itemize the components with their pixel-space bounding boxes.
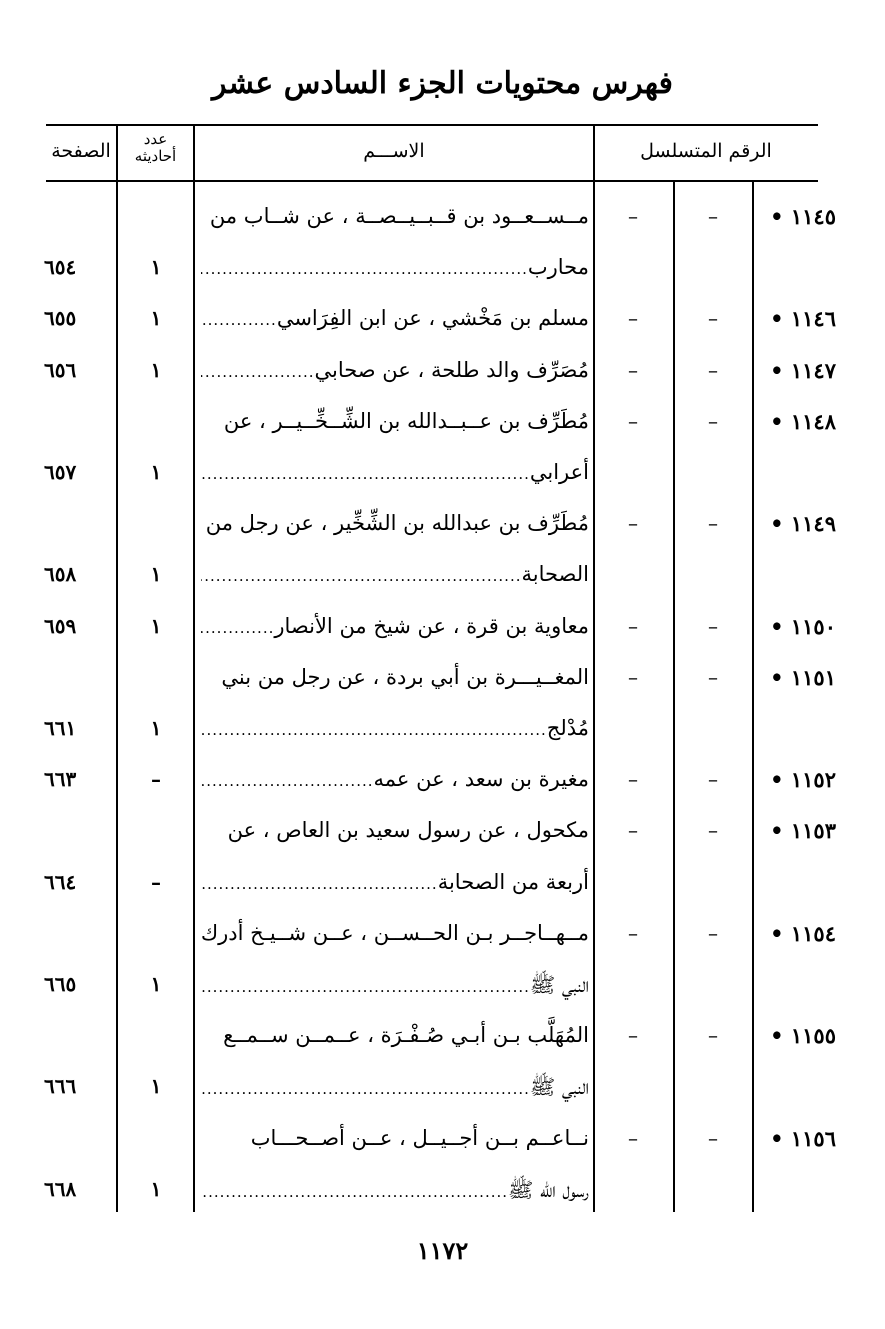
row-name-text: مُدْلج bbox=[546, 716, 589, 740]
row-page: ٦٦١ bbox=[44, 716, 77, 740]
row-dash-1: – bbox=[708, 767, 718, 791]
header-count-line1: عدد bbox=[143, 130, 168, 148]
row-dash-2: – bbox=[628, 767, 638, 791]
row-page: ٦٦٦ bbox=[44, 1074, 77, 1098]
row-serial: ١١٥٥ • bbox=[770, 1023, 836, 1048]
divider-serial-sub2 bbox=[752, 182, 754, 1212]
row-name bbox=[201, 870, 589, 894]
row-name bbox=[201, 562, 589, 586]
row-count: – bbox=[151, 767, 161, 791]
row-page: ٦٦٤ bbox=[44, 870, 77, 894]
row-name bbox=[201, 767, 589, 791]
row-name bbox=[201, 409, 589, 433]
header-page: الصفحة bbox=[51, 140, 111, 162]
row-serial: ١١٤٧ • bbox=[770, 358, 836, 383]
row-name bbox=[201, 1023, 589, 1047]
row-dash-2: – bbox=[628, 1126, 638, 1150]
row-serial: ١١٥٠ • bbox=[770, 614, 836, 639]
row-name bbox=[201, 921, 589, 945]
row-name bbox=[201, 665, 589, 689]
row-dash-2: – bbox=[628, 409, 638, 433]
divider-count-name bbox=[193, 124, 195, 1212]
row-name-text: مكحول ، عن رسول سعيد بن العاص ، عن bbox=[227, 818, 589, 842]
row-page: ٦٥٤ bbox=[44, 255, 77, 279]
row-name-text: مُطَرِّف بن عــبــدالله بن الشِّــخِّــيــر ، عن bbox=[223, 409, 589, 433]
row-count: ١ bbox=[150, 460, 162, 484]
row-dash-1: – bbox=[708, 204, 718, 228]
row-name-text: مسلم بن مَخْشي ، عن ابن الفِرَاسي bbox=[276, 306, 589, 330]
dot-leader bbox=[201, 363, 315, 381]
row-dash-2: – bbox=[628, 665, 638, 689]
row-count: – bbox=[151, 870, 161, 894]
row-name-text: معاوية بن قرة ، عن شيخ من الأنصار bbox=[274, 614, 589, 638]
row-dash-1: – bbox=[708, 614, 718, 638]
row-serial: ١١٤٥ • bbox=[770, 204, 836, 229]
row-name bbox=[201, 716, 589, 740]
row-name bbox=[201, 972, 589, 1003]
row-count: ١ bbox=[150, 1074, 162, 1098]
row-serial: ١١٥٦ • bbox=[770, 1126, 836, 1151]
row-name-text: المُهَلَّب بـن أبـي صُـفْـرَة ، عــمــن ســمــع bbox=[223, 1023, 589, 1047]
row-name-text: النبي ﷺ bbox=[529, 1075, 589, 1099]
row-serial: ١١٤٩ • bbox=[770, 511, 836, 536]
header-bottom-rule bbox=[46, 180, 818, 182]
row-name-text: مــهــاجــر بـن الحــســن ، عــن شــيـخ أدرك bbox=[200, 921, 589, 945]
row-page: ٦٥٦ bbox=[44, 358, 77, 382]
dot-leader bbox=[201, 978, 530, 996]
row-name-text: نــاعــم بــن أجــيــل ، عــن أصــحـــاب bbox=[250, 1126, 589, 1150]
row-serial: ١١٥٣ • bbox=[770, 818, 836, 843]
row-name bbox=[201, 1126, 589, 1150]
row-dash-1: – bbox=[708, 409, 718, 433]
row-dash-2: – bbox=[628, 818, 638, 842]
row-count: ١ bbox=[150, 1177, 162, 1201]
row-name-text: الصحابة bbox=[521, 562, 589, 586]
row-name bbox=[201, 511, 589, 535]
row-page: ٦٥٧ bbox=[44, 460, 77, 484]
header-serial: الرقم المتسلسل bbox=[640, 140, 772, 162]
row-dash-1: – bbox=[708, 1023, 718, 1047]
row-page: ٦٥٩ bbox=[44, 614, 77, 638]
page-number: ١١٧٢ bbox=[416, 1236, 469, 1265]
row-serial: ١١٥١ • bbox=[770, 665, 836, 690]
row-name bbox=[201, 460, 589, 484]
row-count: ١ bbox=[150, 358, 162, 382]
row-dash-2: – bbox=[628, 1023, 638, 1047]
row-name-text: المغــيـــرة بن أبي بردة ، عن رجل من بني bbox=[221, 665, 589, 689]
dot-leader bbox=[201, 567, 521, 585]
table-top-rule bbox=[46, 124, 818, 126]
row-dash-1: – bbox=[708, 306, 718, 330]
dot-leader bbox=[201, 619, 274, 637]
row-dash-1: – bbox=[708, 511, 718, 535]
row-dash-2: – bbox=[628, 204, 638, 228]
row-dash-1: – bbox=[708, 921, 718, 945]
row-dash-2: – bbox=[628, 511, 638, 535]
row-dash-2: – bbox=[628, 921, 638, 945]
row-serial: ١١٤٨ • bbox=[770, 409, 836, 434]
dot-leader bbox=[201, 260, 528, 278]
row-page: ٦٦٨ bbox=[44, 1177, 77, 1201]
row-name-text: أعرابي bbox=[529, 460, 589, 484]
row-name-text: مــســعــود بن قــبــيــصــة ، عن شــاب من bbox=[209, 204, 589, 228]
header-count-line2: أحاديثه bbox=[134, 147, 177, 165]
row-dash-1: – bbox=[708, 665, 718, 689]
divider-page-count bbox=[116, 124, 118, 1212]
row-name bbox=[201, 1074, 589, 1105]
row-page: ٦٥٨ bbox=[44, 562, 77, 586]
row-name bbox=[201, 1177, 589, 1208]
row-count: ١ bbox=[150, 306, 162, 330]
row-serial: ١١٥٢ • bbox=[770, 767, 836, 792]
header-name: الاســـم bbox=[363, 140, 425, 162]
row-name bbox=[201, 818, 589, 842]
row-dash-1: – bbox=[708, 358, 718, 382]
row-name-text: محارب bbox=[527, 255, 589, 279]
dot-leader bbox=[201, 465, 530, 483]
row-name-text: مغيرة بن سعد ، عن عمه bbox=[373, 767, 589, 791]
header-count bbox=[118, 131, 193, 165]
row-page: ٦٦٣ bbox=[44, 767, 77, 791]
row-name bbox=[201, 255, 589, 279]
row-name-text: أربعة من الصحابة bbox=[437, 870, 589, 894]
dot-leader bbox=[201, 1183, 508, 1201]
divider-name-serial bbox=[593, 124, 595, 1212]
row-serial: ١١٤٦ • bbox=[770, 306, 836, 331]
dot-leader bbox=[201, 875, 438, 893]
row-name bbox=[201, 358, 589, 382]
row-dash-2: – bbox=[628, 358, 638, 382]
dot-leader bbox=[201, 1080, 530, 1098]
dot-leader bbox=[201, 311, 277, 329]
row-count: ١ bbox=[150, 716, 162, 740]
row-name-text: مُصَرِّف والد طلحة ، عن صحابي bbox=[314, 358, 589, 382]
row-dash-1: – bbox=[708, 1126, 718, 1150]
row-serial: ١١٥٤ • bbox=[770, 921, 836, 946]
row-count: ١ bbox=[150, 614, 162, 638]
dot-leader bbox=[201, 721, 547, 739]
dot-leader bbox=[201, 772, 374, 790]
row-page: ٦٦٥ bbox=[44, 972, 77, 996]
row-count: ١ bbox=[150, 562, 162, 586]
row-name-text: مُطَرِّف بن عبدالله بن الشِّخِّير ، عن رجل من bbox=[205, 511, 589, 535]
row-count: ١ bbox=[150, 972, 162, 996]
row-count: ١ bbox=[150, 255, 162, 279]
row-page: ٦٥٥ bbox=[44, 306, 77, 330]
row-name-text: رسول الله ﷺ bbox=[508, 1178, 589, 1202]
divider-serial-sub1 bbox=[673, 182, 675, 1212]
row-dash-1: – bbox=[708, 818, 718, 842]
row-name bbox=[201, 204, 589, 228]
page-title: فهرس محتويات الجزء السادس عشر bbox=[212, 66, 673, 101]
row-dash-2: – bbox=[628, 614, 638, 638]
row-name bbox=[201, 306, 589, 330]
row-name bbox=[201, 614, 589, 638]
row-dash-2: – bbox=[628, 306, 638, 330]
row-name-text: النبي ﷺ bbox=[529, 973, 589, 997]
